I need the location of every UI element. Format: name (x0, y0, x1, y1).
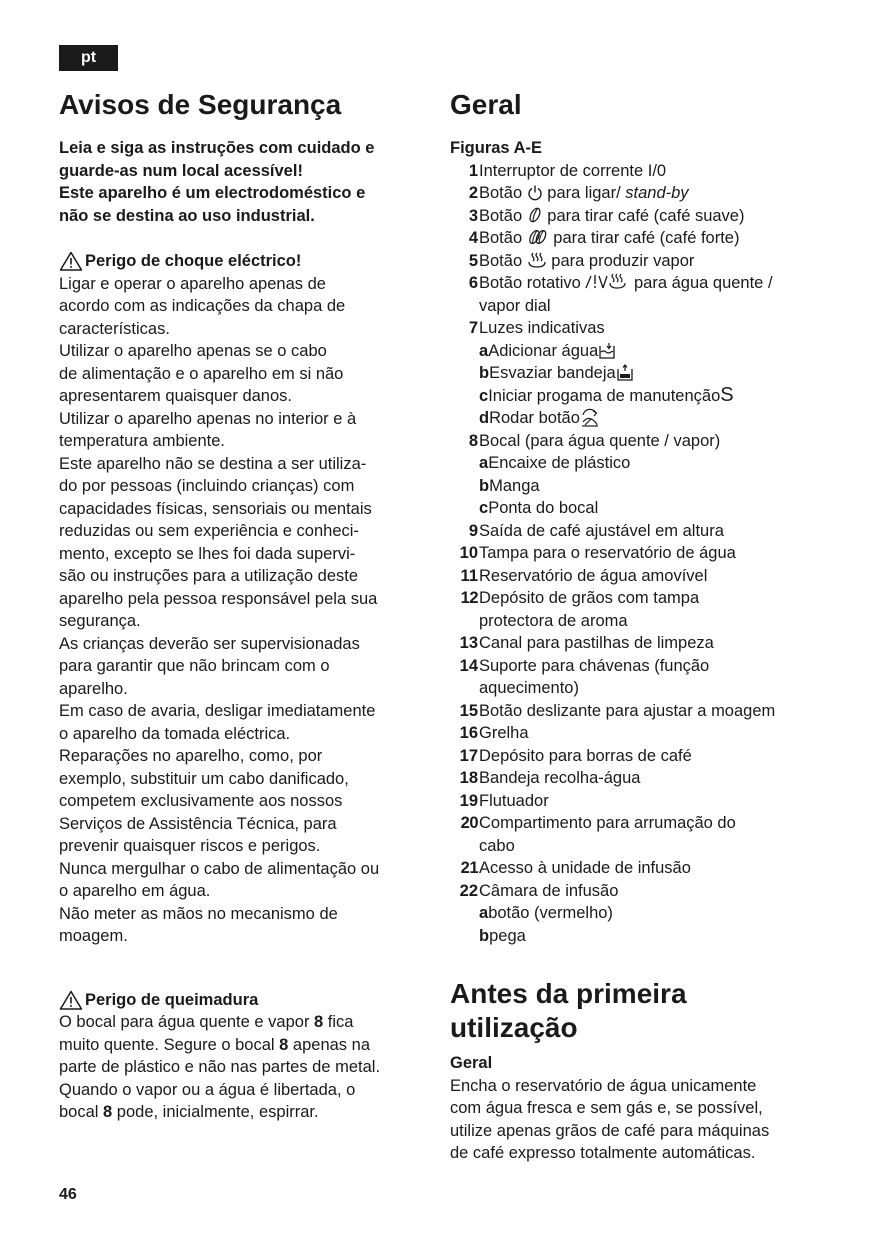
empty-tray-icon (616, 364, 634, 382)
before-first-use-body (450, 1075, 830, 1165)
item-number: 10 (459, 544, 478, 562)
body-line: com água fresca e sem gás e, se possível, (450, 1099, 763, 1117)
body-line: de café expresso totalmente automáticas. (450, 1144, 756, 1162)
list-item-continuation (450, 835, 830, 858)
title-line: Antes da primeira (450, 978, 687, 1009)
sub-item (450, 340, 830, 363)
item-text: protectora de aroma (479, 611, 628, 630)
sub-item (450, 362, 830, 385)
sub-letter: c (479, 386, 489, 405)
body-line: são ou instruções para a utilização deste (59, 567, 359, 585)
body-line: características. (59, 319, 170, 338)
sub-text: Encaixe de plástico (488, 454, 631, 472)
item-number: 12 (460, 589, 478, 607)
body-line: competem exclusivamente aos nossos (59, 792, 343, 810)
item-number: 5 (468, 251, 478, 270)
text: para tirar café (café suave) (542, 206, 745, 225)
sub-letter: b (479, 476, 490, 495)
list-item (450, 655, 830, 678)
sub-letter: a (479, 341, 489, 360)
item-text: Tampa para o reservatório de água (479, 544, 736, 562)
list-item-continuation (450, 610, 830, 633)
sub-item (450, 925, 830, 948)
item-text: Depósito de grãos com tampa (479, 589, 700, 607)
item-text: Bocal (para água quente / vapor) (479, 431, 721, 450)
sub-text: Manga (489, 476, 540, 495)
list-item (450, 880, 830, 903)
sub-item (450, 385, 830, 408)
list-item (450, 250, 830, 273)
shock-warning-heading (59, 250, 431, 273)
part-ref: 8 (103, 1103, 113, 1121)
body-line: Reparações no aparelho, como, por (59, 747, 323, 765)
body-line: Serviços de Assistência Técnica, para (59, 814, 337, 833)
list-item (450, 767, 830, 790)
sub-text: pega (489, 926, 526, 945)
body-line: Nunca mergulhar o cabo de alimentação ou (59, 859, 380, 878)
list-item (450, 745, 830, 768)
sub-letter: b (479, 364, 490, 382)
list-item (450, 520, 830, 543)
list-item (450, 722, 830, 745)
maintenance-s-icon: S (720, 383, 734, 406)
shock-warning-title: Perigo de choque eléctrico! (85, 252, 302, 270)
body-line: para garantir que não brincam com o (59, 657, 330, 675)
body-line: Este aparelho não se destina a ser utiliza- (59, 454, 367, 473)
list-item (450, 227, 830, 250)
item-text: Bandeja recolha-água (479, 769, 641, 787)
body-line: Ligar e operar o aparelho apenas de (59, 274, 326, 293)
intro-line: guarde-as num local acessível! (59, 161, 303, 180)
item-number: 19 (459, 791, 478, 810)
text: apenas na (288, 1035, 370, 1054)
intro-line: Este aparelho é um electrodoméstico e (59, 184, 366, 202)
body-line: reduzidas ou sem experiência e conheci- (59, 522, 359, 540)
sub-letter: a (479, 454, 489, 472)
part-ref: 8 (314, 1013, 324, 1031)
text: Botão (479, 251, 527, 270)
body-line: aparelho pela pessoa responsável pela sua (59, 589, 378, 608)
body-line: temperatura ambiente. (59, 432, 226, 450)
title-line: utilização (450, 1012, 578, 1043)
burn-warning (59, 989, 431, 1124)
list-item (450, 430, 830, 453)
sub-letter: a (479, 904, 489, 922)
item-number: 6 (468, 274, 478, 292)
item-text: Saída de café ajustável em altura (479, 521, 724, 540)
item-text (478, 250, 694, 273)
body-line: de alimentação e o aparelho em si não (59, 364, 344, 383)
body-line (59, 1034, 431, 1057)
item-text (478, 205, 744, 228)
list-item (450, 542, 830, 565)
sub-text: Iniciar progama de manutenção (488, 386, 721, 405)
text: para produzir vapor (546, 251, 695, 270)
before-first-use-section (450, 977, 830, 1165)
body-line: apresentarem quaisquer danos. (59, 387, 292, 405)
item-number: 22 (459, 881, 478, 900)
sub-letter: b (479, 926, 490, 945)
body-line (59, 1101, 431, 1124)
body-line: exemplo, substituir um cabo danificado, (59, 769, 349, 788)
list-item (450, 182, 830, 205)
add-water-icon (598, 342, 616, 360)
text: pode, inicialmente, espirrar. (112, 1103, 319, 1121)
body-line: Não meter as mãos no mecanismo de (59, 904, 338, 923)
intro-line: não se destina ao uso industrial. (59, 206, 315, 225)
body-line: Utilizar o aparelho apenas se o cabo (59, 342, 327, 360)
item-number: 15 (459, 701, 478, 720)
item-number: 3 (468, 206, 478, 225)
page-number: 46 (59, 1186, 77, 1203)
hot-water-steam-dial-icon (585, 273, 629, 291)
item-number: 13 (459, 634, 478, 652)
right-column (450, 88, 830, 1165)
sub-item (450, 902, 830, 925)
item-text: aquecimento) (479, 679, 579, 697)
body-line: aparelho. (59, 679, 128, 698)
body-line: Quando o vapor ou a água é libertada, o (59, 1080, 356, 1099)
item-text: Canal para pastilhas de limpeza (479, 634, 714, 652)
before-first-use-subtitle: Geral (450, 1054, 493, 1072)
item-text: Botão deslizante para ajustar a moagem (479, 701, 776, 720)
item-text: Depósito para borras de café (479, 746, 692, 765)
body-line: segurança. (59, 612, 141, 630)
text: para água quente / (629, 274, 773, 292)
item-number: 1 (468, 161, 478, 180)
item-number: 20 (460, 814, 478, 832)
item-number: 4 (468, 229, 478, 247)
turn-knob-icon (580, 408, 600, 428)
list-item (450, 812, 830, 835)
text: Botão (479, 229, 527, 247)
text: bocal (59, 1103, 104, 1121)
sub-item (450, 497, 830, 520)
item-number: 9 (468, 521, 478, 540)
body-line: prevenir quaisquer riscos e perigos. (59, 837, 321, 855)
power-icon (527, 184, 543, 201)
sub-text: Rodar botão (489, 409, 580, 427)
item-number: 8 (468, 431, 478, 450)
steam-icon (527, 252, 547, 269)
list-item (450, 587, 830, 610)
list-item-continuation (450, 677, 830, 700)
list-item (450, 700, 830, 723)
sub-text: Adicionar água (488, 341, 599, 360)
item-number: 7 (468, 319, 478, 337)
body-line (59, 1011, 431, 1034)
text: para ligar/ (542, 184, 626, 202)
sub-letter: c (479, 499, 489, 517)
double-bean-icon (527, 228, 549, 246)
item-text: cabo (479, 836, 515, 855)
burn-warning-heading (59, 989, 431, 1012)
item-text: Reservatório de água amovível (479, 566, 708, 585)
figures-label: Figuras A-E (450, 139, 542, 157)
text: Botão (479, 184, 527, 202)
warning-triangle-icon (59, 251, 83, 271)
general-title: Geral (450, 89, 522, 120)
item-text: Câmara de infusão (479, 881, 619, 900)
body-line: o aparelho em água. (59, 882, 211, 900)
sub-item (450, 407, 830, 430)
intro-line: Leia e siga as instruções com cuidado e (59, 139, 375, 157)
language-tab: pt (59, 45, 118, 71)
warning-triangle-icon (59, 990, 83, 1010)
text: stand-by (625, 184, 689, 202)
list-item (450, 272, 830, 295)
body-line: Encha o reservatório de água unicamente (450, 1076, 757, 1095)
item-number: 14 (459, 656, 478, 675)
text: para tirar café (café forte) (548, 229, 740, 247)
burn-warning-title: Perigo de queimadura (85, 990, 259, 1009)
item-number: 16 (459, 724, 478, 742)
shock-warning (59, 250, 431, 948)
list-item (450, 160, 830, 183)
body-line: mento, excepto se lhes foi dada supervi- (59, 544, 356, 563)
text: Botão rotativo (479, 274, 586, 292)
body-line: moagem. (59, 927, 128, 945)
list-item (450, 790, 830, 813)
sub-letter: d (479, 409, 490, 427)
item-text: Acesso à unidade de infusão (479, 859, 691, 877)
sub-text: Esvaziar bandeja (489, 364, 616, 382)
item-text (478, 272, 773, 295)
item-number: 17 (459, 746, 478, 765)
item-text: Flutuador (479, 791, 549, 810)
body-line: utilize apenas grãos de café para máquinas (450, 1121, 770, 1140)
list-item (450, 565, 830, 588)
body-line: capacidades físicas, sensoriais ou mentais (59, 499, 372, 518)
before-first-use-title (450, 977, 830, 1045)
list-item (450, 205, 830, 228)
sub-text: Ponta do bocal (488, 499, 599, 517)
left-column (59, 88, 431, 1124)
item-text: Interruptor de corrente I/0 (479, 161, 667, 180)
text: Botão (479, 206, 527, 225)
body-line: As crianças deverão ser supervisionadas (59, 634, 360, 653)
body-line: o aparelho da tomada eléctrica. (59, 724, 291, 743)
part-ref: 8 (279, 1035, 289, 1054)
list-item (450, 857, 830, 880)
list-item (450, 317, 830, 340)
body-line: Utilizar o aparelho apenas no interior e à (59, 409, 357, 428)
body-line: Em caso de avaria, desligar imediatamente (59, 702, 376, 720)
item-number: 11 (460, 566, 478, 585)
text: muito quente. Segure o bocal (59, 1035, 280, 1054)
list-item (450, 632, 830, 655)
item-number: 18 (459, 769, 478, 787)
item-text: Grelha (479, 724, 529, 742)
sub-item (450, 452, 830, 475)
parts-list (450, 160, 830, 948)
item-text: Compartimento para arrumação do (479, 814, 736, 832)
item-number: 21 (460, 859, 478, 877)
item-text (478, 182, 689, 205)
body-line: acordo com as indicações da chapa de (59, 297, 346, 315)
item-number: 2 (468, 184, 478, 202)
item-text (478, 227, 739, 250)
item-text: Luzes indicativas (479, 319, 605, 337)
single-bean-icon (527, 206, 543, 224)
body-line: parte de plástico e não nas partes de metal. (59, 1058, 381, 1076)
item-text: Suporte para chávenas (função (479, 656, 710, 675)
sub-text: botão (vermelho) (488, 904, 613, 922)
sub-item (450, 475, 830, 498)
item-text: vapor dial (479, 296, 551, 315)
text: O bocal para água quente e vapor (59, 1013, 315, 1031)
text: fica (323, 1013, 354, 1031)
safety-intro (59, 137, 431, 227)
list-item-continuation (450, 295, 830, 318)
safety-title: Avisos de Segurança (59, 89, 342, 120)
body-line: do por pessoas (incluindo crianças) com (59, 477, 355, 495)
